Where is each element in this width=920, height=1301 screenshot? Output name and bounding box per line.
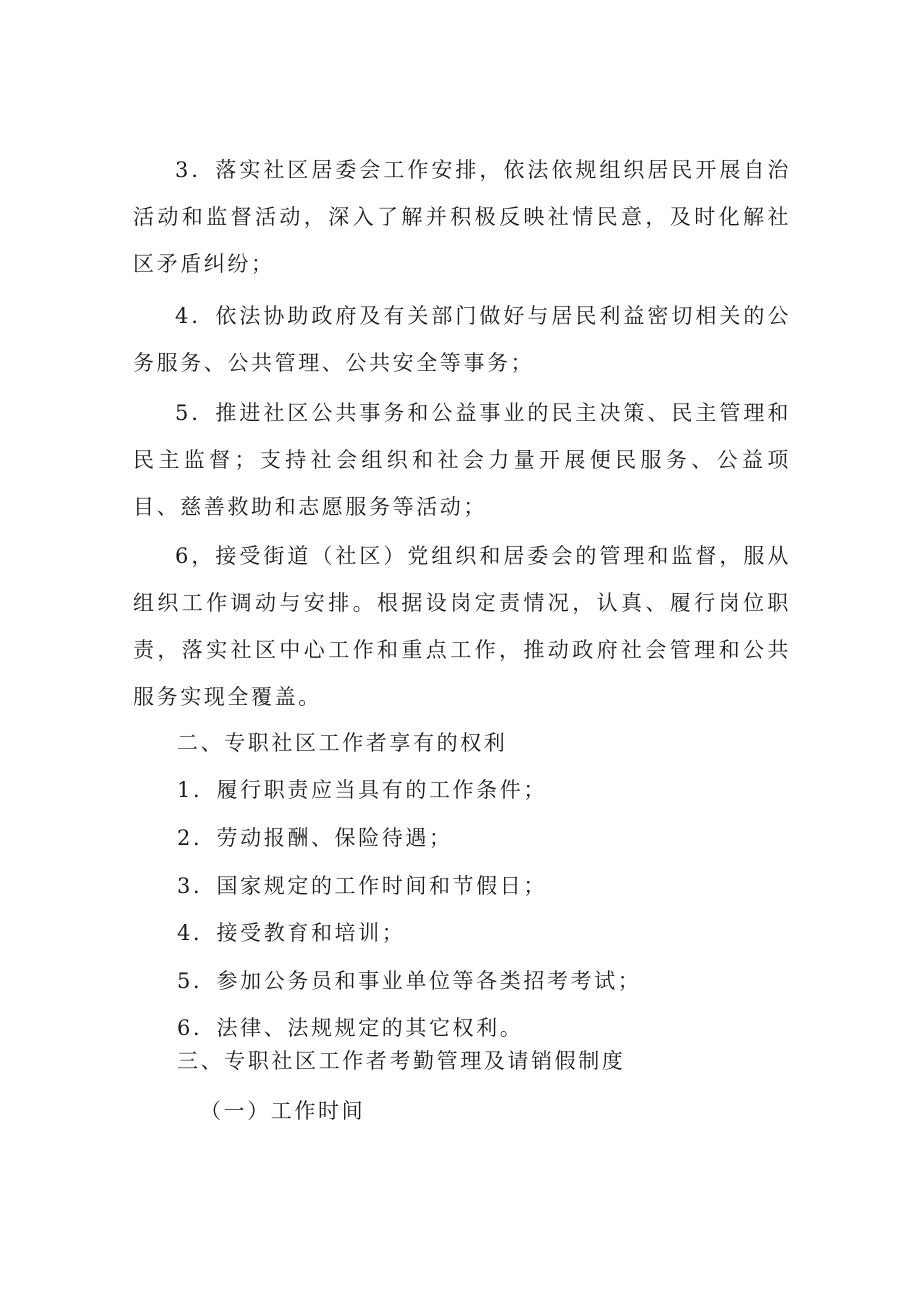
rights-item-2: 2．劳动报酬、保险待遇； xyxy=(177,826,453,850)
rights-item-6: 6．法律、法规规定的其它权利。 xyxy=(177,1016,524,1040)
rights-item-3: 3．国家规定的工作时间和节假日； xyxy=(177,874,547,898)
paragraph-duty-6: 6，接受街道（社区）党组织和居委会的管理和监督，服从组织工作调动与安排。根据设岗定责情况，认真、履行岗位职责，落实社区中心工作和重点工作，推动政府社会管理和公共服务实现全覆盖。 xyxy=(133,544,791,709)
rights-item-1: 1．履行职责应当具有的工作条件； xyxy=(177,778,547,802)
paragraph-duty-5: 5．推进社区公共事务和公益事业的民主决策、民主管理和民主监督；支持社会组织和社会力量开展便民服务、公益项目、慈善救助和志愿服务等活动； xyxy=(133,401,791,519)
rights-item-4: 4．接受教育和培训； xyxy=(177,921,406,945)
rights-item-5: 5．参加公务员和事业单位等各类招考考试； xyxy=(177,969,642,993)
paragraph-duty-4: 4．依法协助政府及有关部门做好与居民利益密切相关的公务服务、公共管理、公共安全等事务； xyxy=(133,304,791,375)
paragraph-duty-3: 3．落实社区居委会工作安排，依法依规组织居民开展自治活动和监督活动，深入了解并积极反映社情民意，及时化解社区矛盾纠纷； xyxy=(133,158,791,276)
section-heading-attendance: 三、专职社区工作者考勤管理及请销假制度 xyxy=(177,1049,626,1073)
section-heading-rights: 二、专职社区工作者享有的权利 xyxy=(177,731,508,755)
subsection-heading-work-time: （一）工作时间 xyxy=(200,1099,366,1123)
